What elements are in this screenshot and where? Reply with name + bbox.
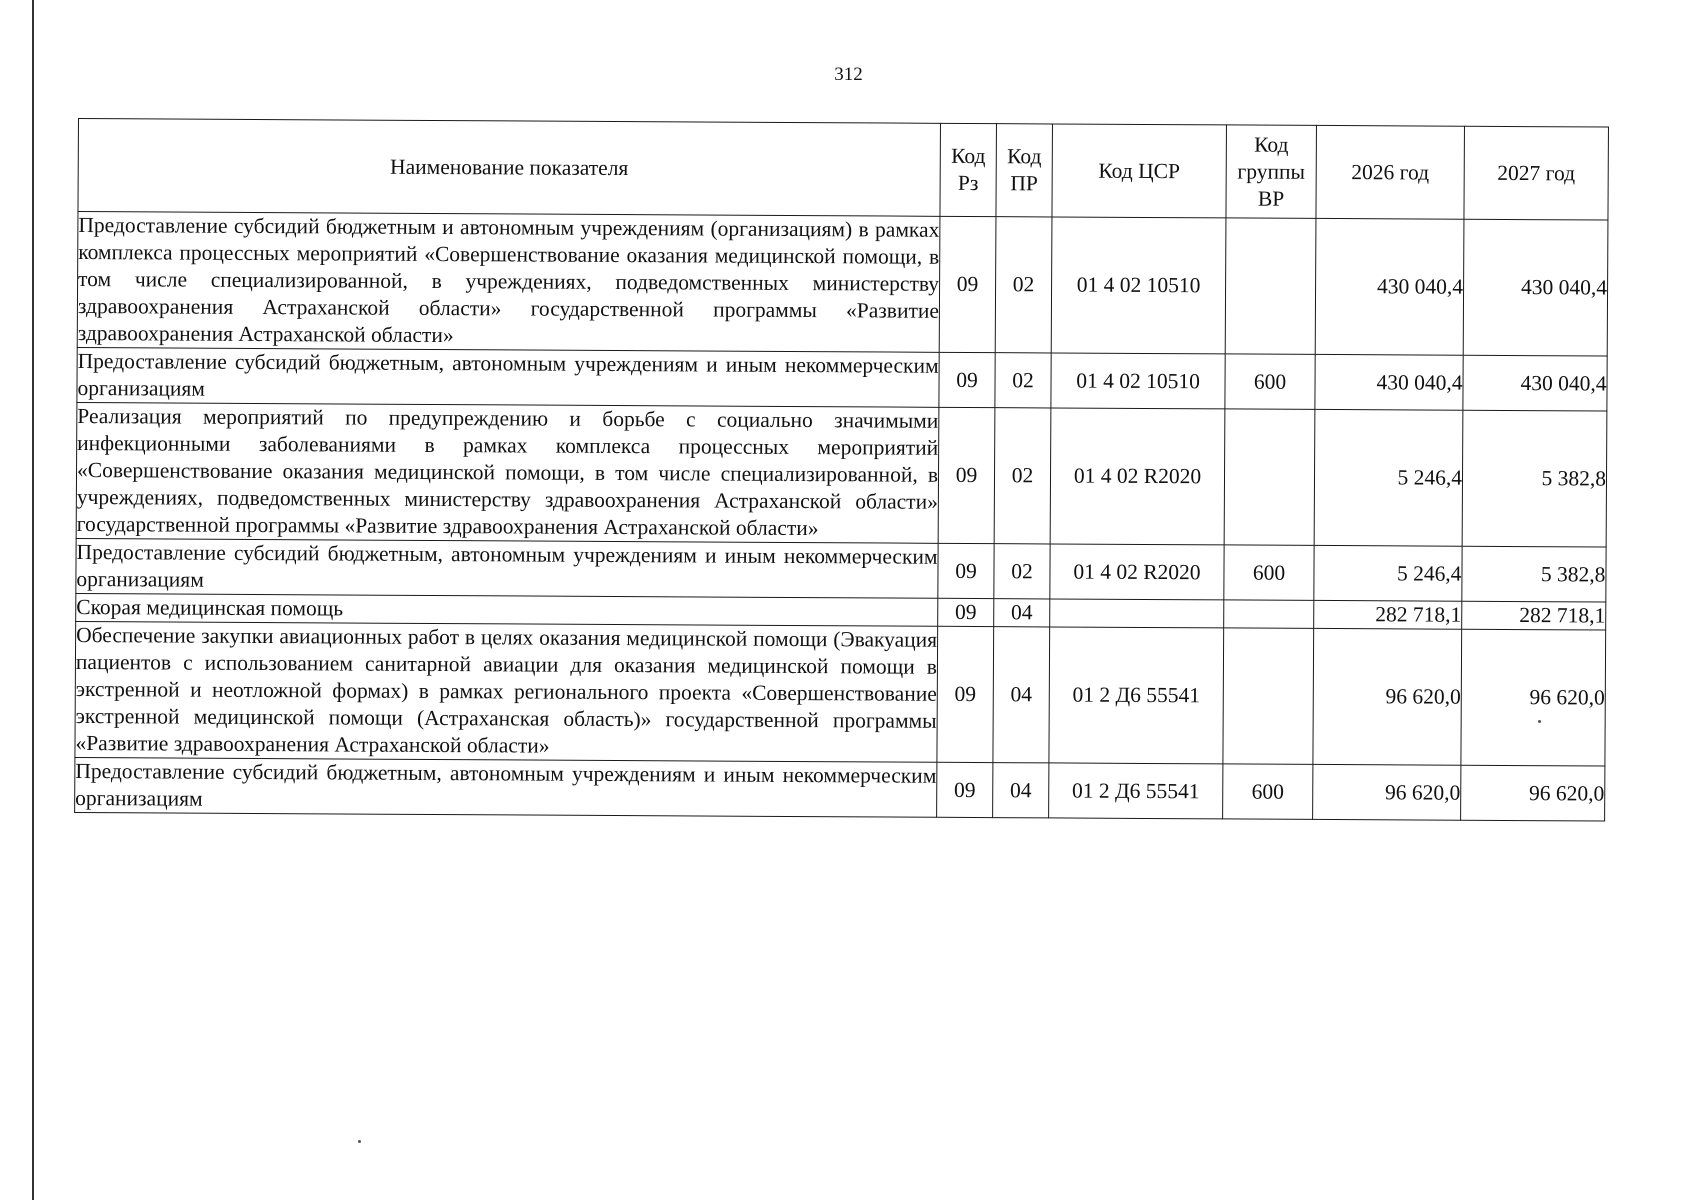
table-row — [75, 757, 1605, 821]
table-row — [77, 347, 1607, 411]
row-2027: 96 620,0 — [1461, 629, 1606, 766]
header-csr: Код ЦСР — [1052, 124, 1227, 218]
row-2027: 430 040,4 — [1463, 219, 1608, 356]
scan-speck — [358, 1140, 361, 1143]
table-row — [77, 212, 1608, 357]
row-2026: 96 620,0 — [1313, 764, 1461, 820]
row-vr: 600 — [1225, 354, 1315, 410]
row-2027: 5 382,8 — [1462, 410, 1607, 547]
row-pr: 04 — [994, 599, 1050, 627]
row-name: Реализация мероприятий по предупреждению и борьбе с социально значимыми инфекционными заболеваниями в рамках комплекса процессных мероприятий «Совершенствование оказания медицинской помощи, в том числе специализированной, в учреждениях, подведомственных министерству здравоохранения Астраханской области» государственной программы «Развитие здравоохранения Астраханской области» — [76, 402, 939, 543]
row-name: Скорая медицинская помощь — [76, 593, 938, 626]
row-2027: 5 382,8 — [1462, 546, 1606, 602]
row-rz: 09 — [938, 407, 995, 543]
row-2026: 282 718,1 — [1314, 600, 1462, 629]
row-rz: 09 — [937, 626, 994, 762]
row-name: Предоставление субсидий бюджетным, автономным учреждениям и иным некоммерческим организациям — [76, 538, 938, 598]
scan-speck — [1538, 720, 1541, 723]
row-rz: 09 — [939, 352, 995, 407]
row-2026: 5 246,4 — [1314, 545, 1462, 601]
header-vr: Код группы ВР — [1226, 125, 1317, 219]
page-number: 312 — [834, 64, 863, 85]
header-pr: Код ПР — [996, 124, 1053, 217]
row-vr — [1224, 600, 1314, 629]
row-csr: 01 2 Д6 55541 — [1049, 763, 1223, 819]
table-header-row — [78, 119, 1608, 221]
row-vr — [1224, 409, 1315, 546]
row-2026: 430 040,4 — [1315, 218, 1464, 355]
header-2026: 2026 год — [1316, 125, 1465, 219]
row-csr: 01 4 02 R2020 — [1050, 544, 1224, 600]
header-name: Наименование показателя — [78, 119, 941, 217]
row-rz: 09 — [939, 216, 996, 352]
row-pr: 02 — [995, 217, 1052, 353]
row-vr: 600 — [1224, 545, 1314, 601]
row-name: Предоставление субсидий бюджетным и автономным учреждениям (организациям) в рамках комплекса процессных мероприятий «Совершенствование оказания медицинской помощи, в том числе специализированной, в учреждениях, подведомственных министерству здравоохранения Астраханской области» государственной программы «Развитие здравоохранения Астраханской области» — [77, 212, 940, 353]
row-pr: 04 — [993, 627, 1050, 763]
binding-margin-line — [32, 0, 34, 1200]
row-2027: 96 620,0 — [1461, 765, 1605, 821]
row-2026: 96 620,0 — [1313, 628, 1462, 765]
table-row — [75, 621, 1606, 766]
row-csr: 01 4 02 10510 — [1051, 217, 1226, 354]
row-pr: 02 — [994, 544, 1050, 599]
row-vr: 600 — [1223, 764, 1313, 820]
budget-table — [74, 118, 1609, 822]
row-2027: 282 718,1 — [1462, 601, 1606, 630]
row-2026: 5 246,4 — [1314, 409, 1463, 546]
row-rz: 09 — [938, 543, 994, 598]
row-csr: 01 4 02 10510 — [1051, 353, 1225, 409]
row-csr: 01 4 02 R2020 — [1050, 408, 1225, 545]
header-2027: 2027 год — [1464, 126, 1609, 220]
row-pr: 02 — [994, 408, 1051, 544]
row-2026: 430 040,4 — [1315, 354, 1463, 410]
row-pr: 02 — [995, 353, 1051, 408]
row-csr — [1050, 599, 1224, 628]
row-2027: 430 040,4 — [1463, 355, 1607, 411]
row-rz: 09 — [938, 598, 994, 626]
row-rz: 09 — [937, 762, 993, 817]
row-csr: 01 2 Д6 55541 — [1049, 627, 1224, 764]
row-pr: 04 — [993, 763, 1049, 818]
table-row — [76, 538, 1606, 602]
row-vr — [1223, 628, 1314, 765]
row-name: Обеспечение закупки авиационных работ в целях оказания медицинской помощи (Эвакуация пациентов с использованием санитарной авиации для оказания медицинской помощи в экстренной и неотложной формах) в рамках регионального проекта «Совершенствование экстренной медицинской помощи (Астраханская область)» государственной программы «Развитие здравоохранения Астраханской области» — [75, 621, 938, 762]
row-vr — [1225, 218, 1316, 355]
header-rz: Код Рз — [940, 123, 997, 216]
row-name: Предоставление субсидий бюджетным, автономным учреждениям и иным некоммерческим организациям — [77, 347, 939, 407]
row-name: Предоставление субсидий бюджетным, автономным учреждениям и иным некоммерческим организациям — [75, 757, 937, 817]
table-row — [76, 402, 1607, 547]
